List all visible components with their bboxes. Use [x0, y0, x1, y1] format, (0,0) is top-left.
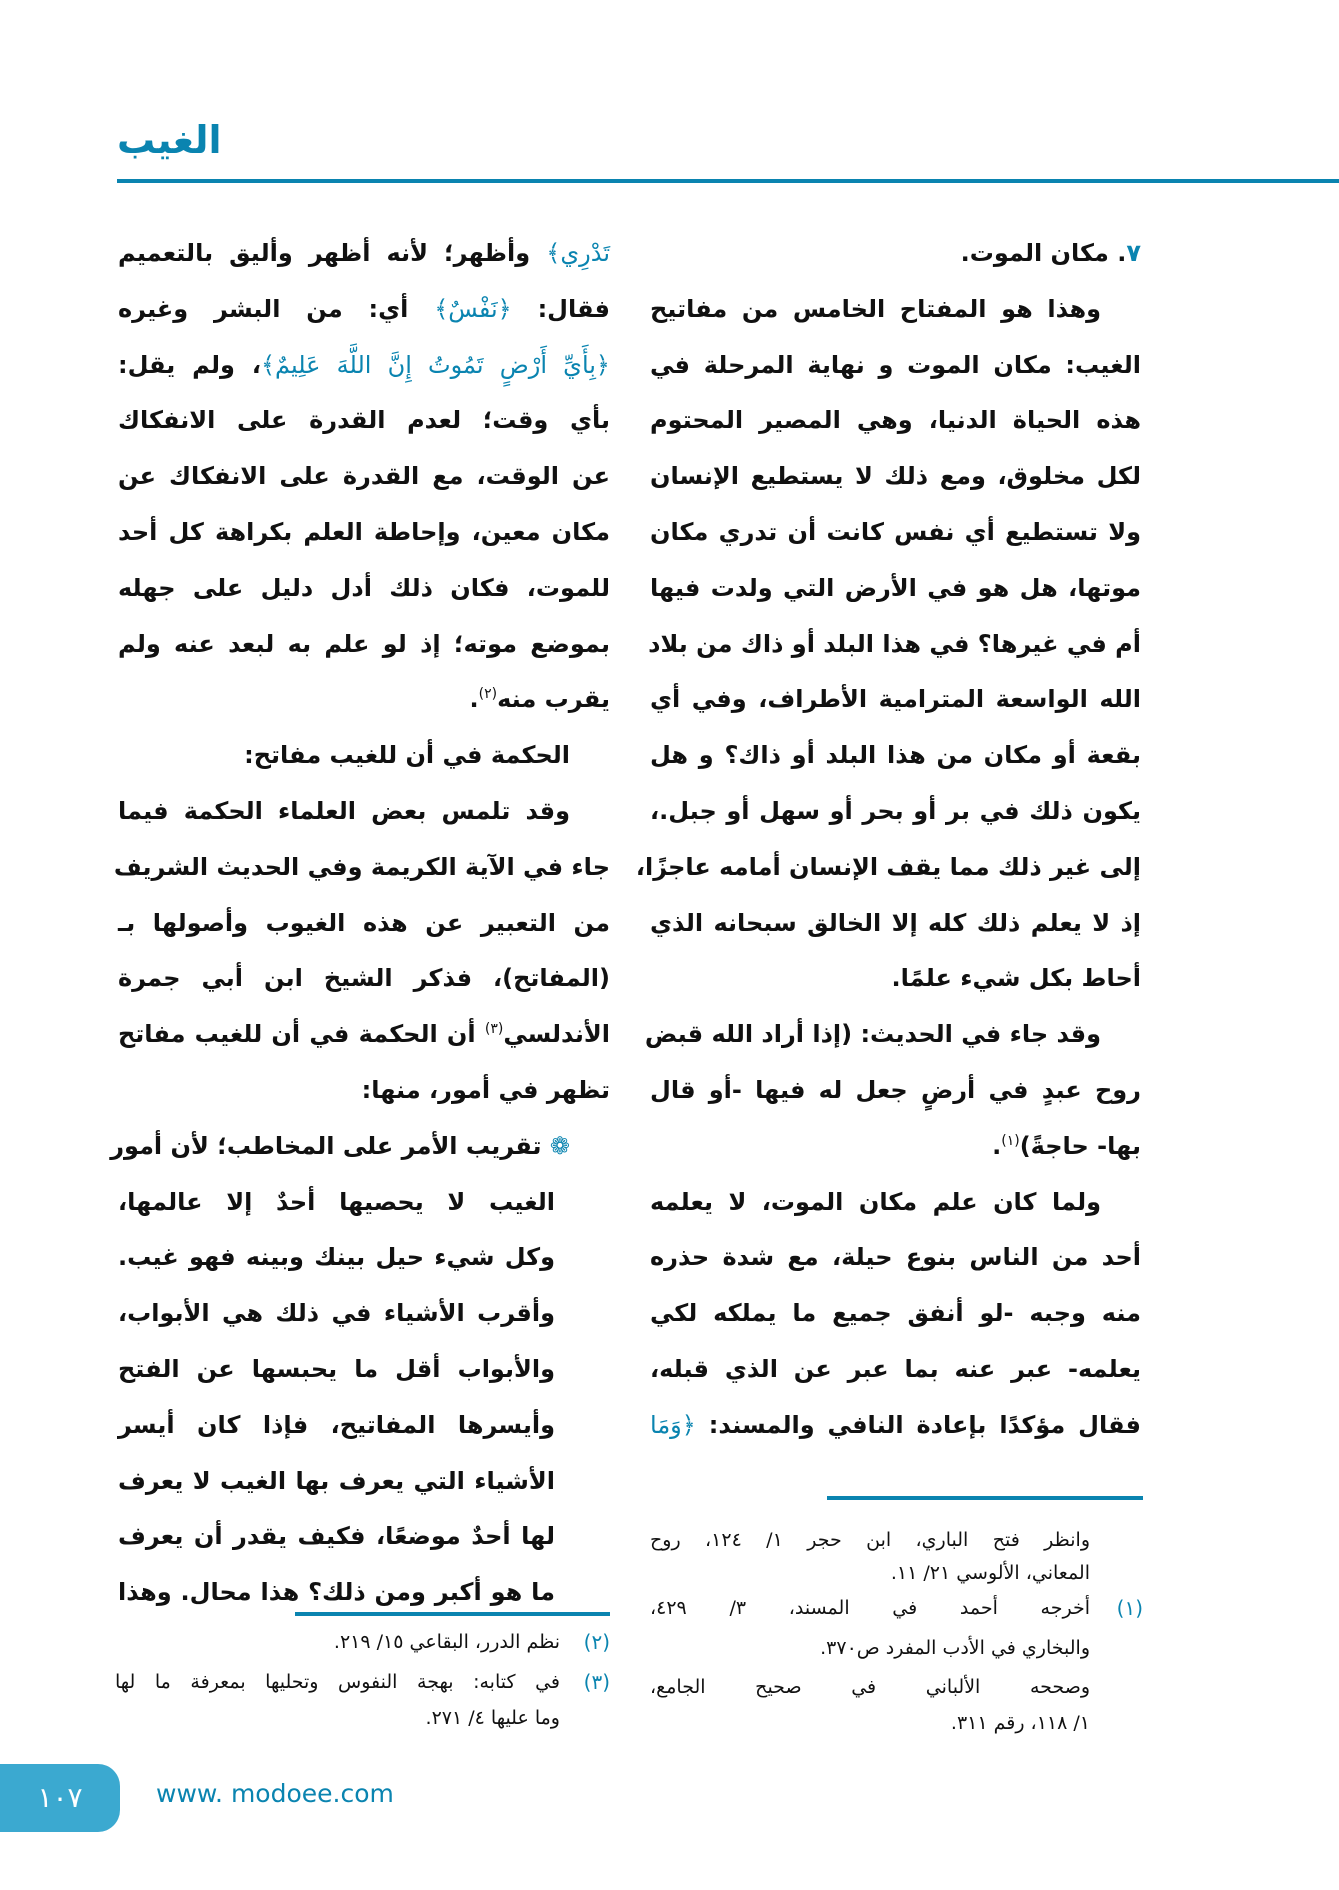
- text-segment: ولما كان علم مكان الموت، لا يعلمه: [650, 1187, 1101, 1216]
- text-segment: الغيب لا يحصيها أحدٌ إلا عالمها،: [118, 1187, 555, 1216]
- text-segment: .: [992, 1131, 1002, 1160]
- quran-quote: ﴿بِأَيِّ أَرْضٍ تَمُوتُ إِنَّ اللَّهَ عَلِيمٌ﴾: [260, 350, 610, 379]
- text-line: [650, 287, 1101, 331]
- text-line: [650, 677, 1141, 721]
- text-line: [118, 566, 610, 610]
- text-line: [118, 287, 610, 331]
- text-line: [118, 398, 610, 442]
- text-line: [118, 901, 610, 945]
- text-segment: وهذا هو المفتاح الخامس من مفاتيح: [650, 294, 1101, 323]
- text-segment: الغيب: مكان الموت و نهاية المرحلة في: [650, 350, 1141, 379]
- text-line: [118, 1068, 610, 1112]
- text-line: [113, 845, 610, 889]
- text-line: [118, 1012, 610, 1056]
- text-segment: أن الحكمة في أن للغيب مفاتح: [118, 1020, 485, 1049]
- text-line: [118, 1291, 555, 1335]
- item-marker: ٧: [1126, 239, 1141, 267]
- footnote-line: والبخاري في الأدب المفرد ص٣٧٠.: [820, 1637, 1090, 1659]
- section-heading: [650, 231, 1141, 275]
- text-line: [118, 677, 610, 721]
- text-line: [650, 1180, 1101, 1224]
- text-segment: والأبواب أقل ما يحبسها عن الفتح: [118, 1355, 555, 1383]
- text-segment: موتها، هل هو في الأرض التي ولدت فيها: [650, 573, 1141, 602]
- text-line: [644, 1012, 1101, 1056]
- footnote-ref[interactable]: (٣): [484, 1021, 504, 1038]
- footnote-line: وما عليها ٤/ ٢٧١.: [425, 1707, 560, 1729]
- text-segment: (المفاتح)، فذكر الشيخ ابن أبي جمرة: [118, 964, 610, 993]
- text-segment: أي: من البشر وغيره: [118, 294, 435, 323]
- footnote-line: أخرجه أحمد في المسند، ٣/ ٤٢٩،: [650, 1597, 1090, 1619]
- text-segment: بقعة أو مكان من هذا البلد أو ذاك؟ و هل: [650, 741, 1141, 770]
- text-line: [650, 1235, 1141, 1279]
- text-segment: الأشياء التي يعرف بها الغيب لا يعرف: [118, 1466, 555, 1495]
- text-segment: منه وجبه -لو أنفق جميع ما يملكه لكي: [650, 1299, 1141, 1328]
- text-line: [650, 901, 1141, 945]
- footnote-ref[interactable]: (٢): [478, 686, 498, 703]
- text-segment: الأندلسي: [503, 1020, 610, 1049]
- text-segment: وقد تلمس بعض العلماء الحكمة فيما: [118, 797, 570, 825]
- text-line: [650, 1291, 1141, 1335]
- text-line: [650, 956, 1141, 1000]
- text-line: [118, 510, 610, 554]
- text-line: [650, 510, 1141, 554]
- text-segment: للموت، فكان ذلك أدل دليل على جهله: [118, 573, 610, 602]
- text-segment: جاء في الآية الكريمة وفي الحديث الشريف: [113, 852, 610, 881]
- text-line: [118, 1180, 555, 1224]
- text-line: [118, 1514, 555, 1558]
- text-line: [110, 1124, 570, 1168]
- text-segment: مكان معين، وإحاطة العلم بكراهة كل أحد: [118, 518, 610, 546]
- text-line: [650, 1124, 1141, 1168]
- text-segment: روح عبدٍ في أرضٍ جعل له فيها -أو قال: [650, 1076, 1141, 1104]
- footer-url[interactable]: www. modoee.com: [156, 1779, 394, 1808]
- text-line: [118, 1570, 555, 1614]
- section-heading: [118, 733, 570, 777]
- text-line: [118, 622, 610, 666]
- footnote-line: ١/ ١١٨، رقم ٣١١.: [950, 1712, 1090, 1734]
- text-segment: فقال:: [511, 294, 611, 323]
- footnote-rule-right: [827, 1496, 1143, 1500]
- text-segment: وأقرب الأشياء في ذلك هي الأبواب،: [118, 1299, 555, 1328]
- footnote-marker: (٣): [583, 1670, 610, 1694]
- text-line: [650, 1068, 1141, 1112]
- text-line: [650, 398, 1141, 442]
- page-number-badge: ١٠٧: [0, 1764, 120, 1832]
- footnote-line: في كتابه: بهجة النفوس وتحليها بمعرفة ما لها: [115, 1671, 560, 1693]
- text-segment: إذ لا يعلم ذلك كله إلا الخالق سبحانه الذي: [650, 908, 1141, 937]
- text-segment: وقد جاء في الحديث: (إذا أراد الله قبض: [644, 1020, 1101, 1049]
- footnote-line: نظم الدرر، البقاعي ١٥/ ٢١٩.: [333, 1631, 560, 1653]
- quran-quote: ﴿وَمَا: [650, 1410, 696, 1439]
- text-segment: .: [469, 685, 479, 714]
- running-header-title: الغيب: [117, 118, 222, 162]
- text-segment: أم في غيرها؟ في هذا البلد أو ذاك من بلاد: [648, 629, 1141, 658]
- text-line: [118, 231, 610, 275]
- text-segment: يقرب منه: [497, 685, 610, 714]
- text-segment: ، ولم يقل:: [118, 350, 261, 379]
- text-line: [118, 1347, 555, 1391]
- footnote-line: وصححه الألباني في صحيح الجامع،: [650, 1676, 1090, 1698]
- text-segment: تقريب الأمر على المخاطب؛ لأن أمور: [110, 1131, 542, 1160]
- text-segment: لكل مخلوق، ومع ذلك لا يستطيع الإنسان: [650, 462, 1141, 491]
- text-line: [118, 343, 610, 387]
- text-segment: لها أحدٌ موضعًا، فكيف يقدر أن يعرف: [118, 1522, 555, 1551]
- text-line: [118, 789, 570, 833]
- text-line: [650, 454, 1141, 498]
- text-segment: بموضع موته؛ إذ لو علم به لبعد عنه ولم: [118, 629, 610, 658]
- text-segment: هذه الحياة الدنيا، وهي المصير المحتوم: [650, 406, 1141, 435]
- text-segment: يكون ذلك في بر أو بحر أو سهل أو جبل.،: [650, 797, 1141, 825]
- footnote-line: المعاني، الألوسي ٢١/ ١١.: [890, 1562, 1090, 1584]
- text-segment: وكل شيء حيل بينك وبينه فهو غيب.: [118, 1243, 555, 1272]
- text-line: [650, 343, 1141, 387]
- item-marker: ❁: [541, 1131, 570, 1160]
- text-line: [118, 956, 610, 1000]
- quran-quote: ﴿نَفْسٌ﴾: [434, 294, 512, 323]
- text-segment: يعلمه- عبر عنه بما عبر عن الذي قبله،: [650, 1355, 1141, 1383]
- text-segment: من التعبير عن هذه الغيوب وأصولها بـ: [118, 908, 610, 937]
- text-segment: بأي وقت؛ لعدم القدرة على الانفكاك: [118, 406, 610, 435]
- text-segment: وأظهر؛ لأنه أظهر وأليق بالتعميم: [118, 239, 547, 267]
- text-segment: فقال مؤكدًا بإعادة النافي والمسند:: [695, 1410, 1141, 1439]
- text-segment: تظهر في أمور، منها:: [361, 1076, 610, 1104]
- text-line: [118, 1459, 555, 1503]
- quran-quote: تَدْرِي﴾: [546, 239, 610, 267]
- text-segment: أحد من الناس بنوع حيلة، مع شدة حذره: [650, 1243, 1141, 1272]
- footnote-ref[interactable]: (١): [1001, 1132, 1020, 1149]
- text-segment: ما هو أكبر ومن ذلك؟ هذا محال. وهذا: [118, 1578, 555, 1607]
- text-line: [650, 1403, 1141, 1447]
- text-segment: إلى غير ذلك مما يقف الإنسان أمامه عاجزًا،: [635, 852, 1141, 881]
- text-line: [650, 789, 1141, 833]
- text-line: [635, 845, 1141, 889]
- text-line: [118, 1235, 555, 1279]
- text-segment: عن الوقت، مع القدرة على الانفكاك عن: [118, 462, 610, 491]
- footnote-rule-left: [295, 1612, 610, 1616]
- footnote-line: وانظر فتح الباري، ابن حجر ١/ ١٢٤، روح: [650, 1529, 1090, 1551]
- text-segment: بها- حاجةً): [1019, 1131, 1141, 1160]
- text-line: [650, 733, 1141, 777]
- text-line: [650, 1347, 1141, 1391]
- text-line: [118, 1403, 555, 1447]
- text-segment: أحاط بكل شيء علمًا.: [891, 964, 1141, 993]
- footnote-marker: (١): [1116, 1596, 1143, 1620]
- text-segment: وأيسرها المفاتيح، فإذا كان أيسر: [118, 1410, 555, 1439]
- text-segment: . مكان الموت.: [960, 239, 1127, 267]
- footnote-marker: (٢): [583, 1630, 610, 1654]
- text-segment: ولا تستطيع أي نفس كانت أن تدري مكان: [650, 518, 1141, 546]
- text-line: [650, 566, 1141, 610]
- text-segment: الحكمة في أن للغيب مفاتح:: [244, 741, 570, 770]
- text-line: [118, 454, 610, 498]
- header-rule: [117, 179, 1339, 183]
- text-line: [650, 622, 1141, 666]
- text-segment: الله الواسعة المترامية الأطراف، وفي أي: [650, 685, 1141, 714]
